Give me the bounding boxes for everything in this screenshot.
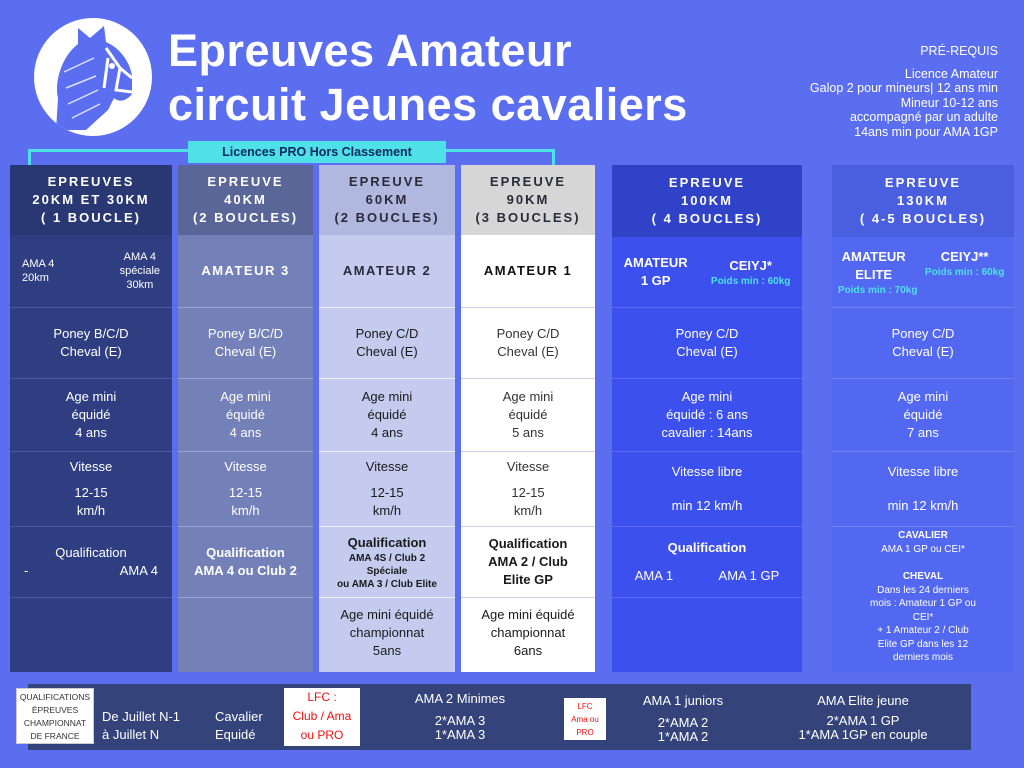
equine-cell: Poney B/C/D Cheval (E) bbox=[207, 326, 284, 359]
speed-cell: Vitesse 12-15 km/h bbox=[224, 459, 267, 518]
prereq-line: 14ans min pour AMA 1GP bbox=[854, 124, 998, 139]
column-100km bbox=[612, 165, 802, 672]
elite-jeune-block: AMA Elite jeune 2*AMA 1 GP 1*AMA 1GP en couple bbox=[798, 693, 928, 742]
age-cell: Age mini équidé 4 ans bbox=[361, 389, 413, 440]
prereq-heading: PRÉ-REQUIS bbox=[920, 44, 998, 58]
juniors-block: AMA 1 juniors 2*AMA 2 1*AMA 2 bbox=[642, 693, 724, 744]
level-cell: AMA 4 20km AMA 4 spéciale 30km bbox=[22, 251, 160, 291]
level-cell: AMATEUR 1 GP CEIYJ* Poids min : 60kg bbox=[623, 255, 791, 288]
column-header: EPREUVES 20KM ET 30KM ( 1 BOUCLE) bbox=[10, 165, 172, 235]
horse-head-icon bbox=[34, 18, 152, 136]
pro-licence-label: Licences PRO Hors Classement bbox=[188, 141, 446, 163]
level-cell: AMATEUR 1 bbox=[483, 263, 573, 278]
prereq-line: Mineur 10-12 ans bbox=[900, 95, 998, 110]
qualifications-badge: QUALIFICATIONS ÉPREUVES CHAMPIONNAT DE FRANCE bbox=[16, 688, 94, 744]
speed-cell: Vitesse 12-15 km/h bbox=[506, 459, 550, 518]
title-line-2: circuit Jeunes cavaliers bbox=[168, 79, 688, 130]
qualification-cell: CAVALIER AMA 1 GP ou CEI* CHEVAL Dans les 24 derniers mois : Amateur 1 GP ou CEI* + 1 Amateur 2 / Club Elite GP dans les 12 derniers mois bbox=[870, 530, 976, 663]
equine-cell: Poney C/D Cheval (E) bbox=[496, 326, 560, 359]
minimes-block: AMA 2 Minimes 2*AMA 3 1*AMA 3 bbox=[414, 691, 506, 742]
equine-cell: Poney C/D Cheval (E) bbox=[891, 326, 955, 359]
age-cell: Age mini équidé 7 ans bbox=[897, 389, 949, 440]
qualification-cell: Qualification AMA 1 AMA 1 GP bbox=[634, 540, 780, 583]
prereq-line: Galop 2 pour mineurs| 12 ans min bbox=[809, 81, 998, 95]
qualification-cell: Qualification AMA 2 / Club Elite GP bbox=[488, 536, 568, 587]
lfc-badge: LFC : Club / Ama ou PRO bbox=[284, 688, 360, 746]
column-60km bbox=[319, 165, 455, 672]
speed-cell: Vitesse libre min 12 km/h bbox=[887, 464, 959, 513]
age-cell: Age mini équidé : 6 ans cavalier : 14ans bbox=[661, 389, 753, 440]
level-cell: AMATEUR ELITE CEIYJ** Poids min : 60kg Poids min : 70kg bbox=[838, 248, 1005, 296]
lfc-small-badge: LFC Ama ou PRO bbox=[564, 698, 606, 740]
horse-logo bbox=[34, 18, 152, 136]
column-20-30km bbox=[10, 165, 172, 672]
column-header: EPREUVE 40KM (2 BOUCLES) bbox=[178, 165, 313, 235]
period-label: De Juillet N-1 à Juillet N bbox=[102, 709, 181, 742]
column-header: EPREUVE 90KM (3 BOUCLES) bbox=[461, 165, 595, 235]
prereq-line: accompagné par un adulte bbox=[849, 110, 998, 124]
equine-cell: Poney C/D Cheval (E) bbox=[675, 326, 739, 359]
equine-cell: Poney C/D Cheval (E) bbox=[355, 326, 419, 359]
level-cell: AMATEUR 3 bbox=[201, 263, 290, 278]
qualification-cell: Qualification AMA 4S / Club 2 Spéciale ou AMA 3 / Club Elite bbox=[337, 534, 437, 590]
column-header: EPREUVE 100KM ( 4 BOUCLES) bbox=[612, 165, 802, 237]
qualification-cell: Qualification AMA 4 ou Club 2 bbox=[194, 545, 297, 578]
page-title bbox=[168, 24, 688, 132]
prerequisites bbox=[738, 44, 998, 139]
column-header: EPREUVE 130KM ( 4-5 BOUCLES) bbox=[832, 165, 1014, 237]
rider-equine-label: Cavalier Equidé bbox=[215, 709, 263, 742]
age-cell: Age mini équidé 5 ans bbox=[502, 389, 554, 440]
speed-cell: Vitesse 12-15 km/h bbox=[365, 459, 409, 518]
age-cell: Age mini équidé 4 ans bbox=[65, 389, 117, 440]
level-cell: AMATEUR 2 bbox=[342, 263, 432, 278]
column-header: EPREUVE 60KM (2 BOUCLES) bbox=[319, 165, 455, 235]
qualification-cell: Qualification - AMA 4 bbox=[24, 545, 158, 578]
age-cell: Age mini équidé 4 ans bbox=[220, 389, 271, 440]
championship-qualifications-bar bbox=[19, 684, 971, 750]
column-130km bbox=[832, 165, 1014, 672]
speed-cell: Vitesse libre min 12 km/h bbox=[671, 464, 743, 513]
speed-cell: Vitesse 12-15 km/h bbox=[69, 459, 113, 518]
column-90km bbox=[461, 165, 595, 672]
prereq-line: Licence Amateur bbox=[904, 66, 998, 81]
championship-age-cell: Age mini équidé championnat 6ans bbox=[481, 607, 575, 658]
title-line-1: Epreuves Amateur bbox=[168, 25, 572, 76]
column-40km bbox=[178, 165, 313, 672]
equine-cell: Poney B/C/D Cheval (E) bbox=[53, 326, 129, 359]
championship-age-cell: Age mini équidé championnat 5ans bbox=[340, 607, 434, 658]
